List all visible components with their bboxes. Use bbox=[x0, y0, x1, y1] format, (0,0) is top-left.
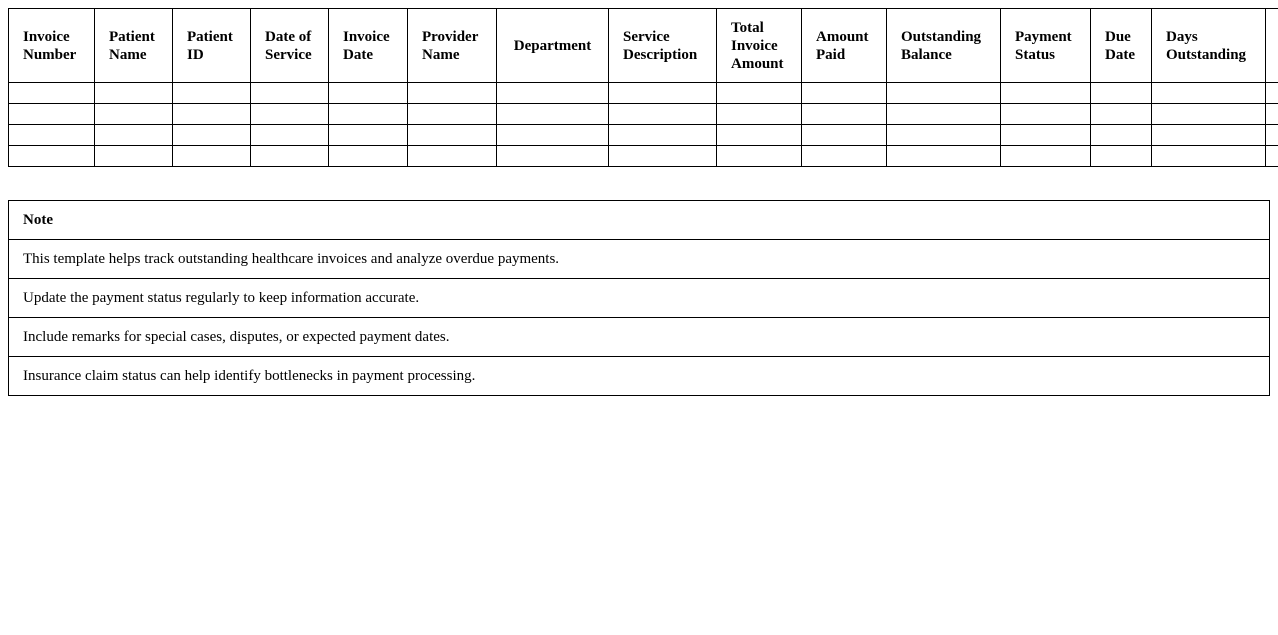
col-header-invoice-date: Invoice Date bbox=[329, 9, 408, 83]
table-cell[interactable] bbox=[9, 146, 95, 167]
table-cell[interactable] bbox=[887, 104, 1001, 125]
table-cell[interactable] bbox=[717, 125, 802, 146]
col-header-provider-name: Provider Name bbox=[408, 9, 497, 83]
table-cell[interactable] bbox=[1152, 104, 1266, 125]
table-cell[interactable] bbox=[1091, 125, 1152, 146]
table-cell[interactable] bbox=[1001, 83, 1091, 104]
table-cell[interactable] bbox=[329, 83, 408, 104]
table-cell[interactable] bbox=[95, 146, 173, 167]
table-cell[interactable] bbox=[609, 104, 717, 125]
table-cell[interactable] bbox=[9, 83, 95, 104]
table-cell[interactable] bbox=[408, 83, 497, 104]
header-row bbox=[9, 9, 1278, 83]
table-cell[interactable] bbox=[1152, 125, 1266, 146]
table-cell[interactable] bbox=[497, 104, 609, 125]
table-cell[interactable] bbox=[95, 104, 173, 125]
table-cell[interactable] bbox=[1266, 104, 1278, 125]
table-cell[interactable] bbox=[173, 146, 251, 167]
table-cell[interactable] bbox=[408, 146, 497, 167]
table-cell[interactable] bbox=[1091, 83, 1152, 104]
table-cell[interactable] bbox=[251, 83, 329, 104]
col-header-patient-name: Patient Name bbox=[95, 9, 173, 83]
table-cell[interactable] bbox=[802, 104, 887, 125]
col-header-total-invoice-amount: Total Invoice Amount bbox=[717, 9, 802, 83]
table-cell[interactable] bbox=[173, 83, 251, 104]
col-header-payment-status: Payment Status bbox=[1001, 9, 1091, 83]
table-cell[interactable] bbox=[1266, 146, 1278, 167]
table-cell[interactable] bbox=[1152, 146, 1266, 167]
col-header-service-description: Service Description bbox=[609, 9, 717, 83]
table-cell[interactable] bbox=[1001, 146, 1091, 167]
table-cell[interactable] bbox=[1091, 146, 1152, 167]
note-item: This template helps track outstanding healthcare invoices and analyze overdue payments. bbox=[9, 240, 1270, 279]
table-cell[interactable] bbox=[802, 125, 887, 146]
note-row bbox=[9, 279, 1270, 318]
table-cell[interactable] bbox=[717, 104, 802, 125]
table-row bbox=[9, 83, 1278, 104]
table-cell[interactable] bbox=[609, 125, 717, 146]
table-cell[interactable] bbox=[717, 146, 802, 167]
col-header-amount-paid: Amount Paid bbox=[802, 9, 887, 83]
table-cell[interactable] bbox=[1266, 83, 1278, 104]
table-cell[interactable] bbox=[887, 125, 1001, 146]
note-item: Include remarks for special cases, disputes, or expected payment dates. bbox=[9, 318, 1270, 357]
notes-header-row bbox=[9, 201, 1270, 240]
table-cell[interactable] bbox=[95, 83, 173, 104]
table-cell[interactable] bbox=[717, 83, 802, 104]
col-header-outstanding-balance: Outstanding Balance bbox=[887, 9, 1001, 83]
table-cell[interactable] bbox=[9, 125, 95, 146]
table-cell[interactable] bbox=[1091, 104, 1152, 125]
note-row bbox=[9, 240, 1270, 279]
table-cell[interactable] bbox=[887, 83, 1001, 104]
notes-table bbox=[8, 200, 1270, 396]
table-cell[interactable] bbox=[1266, 125, 1278, 146]
table-cell[interactable] bbox=[95, 125, 173, 146]
table-cell[interactable] bbox=[329, 146, 408, 167]
table-row bbox=[9, 146, 1278, 167]
table-cell[interactable] bbox=[802, 146, 887, 167]
table-cell[interactable] bbox=[251, 104, 329, 125]
table-cell[interactable] bbox=[497, 146, 609, 167]
col-header-patient-id: Patient ID bbox=[173, 9, 251, 83]
col-header-invoice-number: Invoice Number bbox=[9, 9, 95, 83]
table-cell[interactable] bbox=[1152, 83, 1266, 104]
col-header-department: Department bbox=[497, 9, 609, 83]
invoice-table-container bbox=[8, 8, 1278, 167]
col-header-due-date: Due Date bbox=[1091, 9, 1152, 83]
table-cell[interactable] bbox=[497, 125, 609, 146]
table-cell[interactable] bbox=[9, 104, 95, 125]
col-header-days-outstanding: Days Outstanding bbox=[1152, 9, 1266, 83]
table-cell[interactable] bbox=[173, 125, 251, 146]
col-header-overflow bbox=[1266, 9, 1278, 83]
table-cell[interactable] bbox=[887, 146, 1001, 167]
note-item: Update the payment status regularly to keep information accurate. bbox=[9, 279, 1270, 318]
table-cell[interactable] bbox=[802, 83, 887, 104]
table-cell[interactable] bbox=[408, 125, 497, 146]
table-row bbox=[9, 125, 1278, 146]
table-cell[interactable] bbox=[497, 83, 609, 104]
note-row bbox=[9, 318, 1270, 357]
table-cell[interactable] bbox=[1001, 125, 1091, 146]
invoice-table bbox=[8, 8, 1278, 167]
table-row bbox=[9, 104, 1278, 125]
table-cell[interactable] bbox=[408, 104, 497, 125]
note-item: Insurance claim status can help identify bottlenecks in payment processing. bbox=[9, 357, 1270, 396]
table-cell[interactable] bbox=[1001, 104, 1091, 125]
table-cell[interactable] bbox=[609, 83, 717, 104]
note-row bbox=[9, 357, 1270, 396]
table-cell[interactable] bbox=[329, 125, 408, 146]
notes-heading: Note bbox=[9, 201, 1270, 240]
table-cell[interactable] bbox=[173, 104, 251, 125]
table-cell[interactable] bbox=[609, 146, 717, 167]
table-cell[interactable] bbox=[251, 125, 329, 146]
table-cell[interactable] bbox=[251, 146, 329, 167]
table-cell[interactable] bbox=[329, 104, 408, 125]
invoice-table-body bbox=[9, 83, 1278, 167]
col-header-date-of-service: Date of Service bbox=[251, 9, 329, 83]
